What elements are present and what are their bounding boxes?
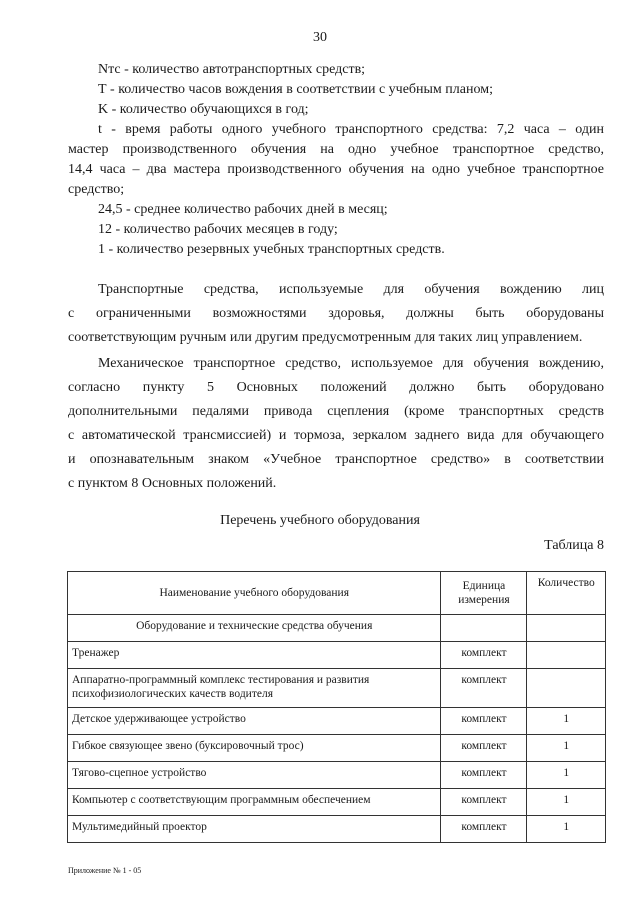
row-unit: комплект bbox=[441, 669, 527, 708]
row-quantity: 1 bbox=[527, 735, 606, 762]
table-row bbox=[68, 762, 606, 789]
row-name: Детское удерживающее устройство bbox=[68, 708, 441, 735]
table-row bbox=[68, 708, 606, 735]
definition-work-days: 24,5 - среднее количество рабочих дней в месяц; bbox=[98, 202, 388, 217]
definition-time-line-4: средство; bbox=[68, 182, 125, 197]
row-name: Тягово-сцепное устройство bbox=[68, 762, 441, 789]
row-unit: комплект bbox=[441, 789, 527, 816]
row-quantity bbox=[527, 669, 606, 708]
paragraph-line: и опознавательным знаком «Учебное транспортное средство» в соответствии bbox=[68, 452, 604, 467]
footer-note: Приложение № 1 - 05 bbox=[68, 866, 142, 875]
header-unit: Единица измерения bbox=[441, 572, 527, 615]
table-header-row bbox=[68, 572, 606, 615]
row-name: Мультимедийный проектор bbox=[68, 816, 441, 843]
definition-reserve: 1 - количество резервных учебных транспортных средств. bbox=[98, 242, 445, 257]
header-name: Наименование учебного оборудования bbox=[68, 572, 441, 615]
row-quantity: 1 bbox=[527, 789, 606, 816]
paragraph-line: с автоматической трансмиссией) и тормоза, зеркалом заднего вида для обучающего bbox=[68, 428, 604, 443]
table-title: Перечень учебного оборудования bbox=[220, 513, 420, 528]
row-quantity: 1 bbox=[527, 708, 606, 735]
definitions-block bbox=[68, 60, 604, 260]
table-row bbox=[68, 642, 606, 669]
row-name: Гибкое связующее звено (буксировочный трос) bbox=[68, 735, 441, 762]
row-name: Тренажер bbox=[68, 642, 441, 669]
paragraph-line: согласно пункту 5 Основных положений должно быть оборудовано bbox=[68, 380, 604, 395]
table-row bbox=[68, 816, 606, 843]
row-quantity bbox=[527, 642, 606, 669]
row-name: Компьютер с соответствующим программным обеспечением bbox=[68, 789, 441, 816]
definition-work-months: 12 - количество рабочих месяцев в году; bbox=[98, 222, 338, 237]
table-section-row bbox=[68, 615, 606, 642]
row-unit: комплект bbox=[441, 708, 527, 735]
row-unit: комплект bbox=[441, 816, 527, 843]
paragraph-line: соответствующим ручным или другим предусмотренным для таких лиц управлением. bbox=[68, 330, 583, 345]
table-row bbox=[68, 669, 606, 708]
definition-k: K - количество обучающихся в год; bbox=[98, 102, 309, 117]
paragraph-vehicle-equipment bbox=[68, 352, 604, 496]
paragraph-line: Транспортные средства, используемые для обучения вождению лиц bbox=[98, 282, 604, 297]
paragraph-disabled-drivers bbox=[68, 278, 604, 350]
row-quantity: 1 bbox=[527, 762, 606, 789]
paragraph-line: с ограниченными возможностями здоровья, должны быть оборудованы bbox=[68, 306, 604, 321]
table-cell bbox=[441, 615, 527, 642]
table-row bbox=[68, 789, 606, 816]
row-unit: комплект bbox=[441, 735, 527, 762]
paragraph-line: дополнительными педалями привода сцепления (кроме транспортных средств bbox=[68, 404, 604, 419]
row-unit: комплект bbox=[441, 762, 527, 789]
table-cell bbox=[527, 615, 606, 642]
table-row bbox=[68, 735, 606, 762]
row-name: Аппаратно-программный комплекс тестирования и развития психофизиологических качеств водителя bbox=[68, 669, 441, 708]
definition-time-line-1: t - время работы одного учебного транспортного средства: 7,2 часа – один bbox=[98, 122, 604, 137]
header-quantity: Количество bbox=[527, 572, 606, 615]
definition-time-line-3: 14,4 часа – два мастера производственного обучения на одно учебное транспортное bbox=[68, 162, 604, 177]
definition-ntc: Nтс - количество автотранспортных средств; bbox=[98, 62, 366, 77]
definition-time-line-2: мастер производственного обучения на одно учебное транспортное средство, bbox=[68, 142, 604, 157]
equipment-table bbox=[67, 571, 606, 843]
section-title: Оборудование и технические средства обучения bbox=[68, 615, 441, 642]
paragraph-line: Механическое транспортное средство, используемое для обучения вождению, bbox=[98, 356, 604, 371]
table-label: Таблица 8 bbox=[544, 538, 604, 553]
page-number: 30 bbox=[313, 30, 327, 45]
row-unit: комплект bbox=[441, 642, 527, 669]
paragraph-line: с пунктом 8 Основных положений. bbox=[68, 476, 277, 491]
definition-t: Т - количество часов вождения в соответствии с учебным планом; bbox=[98, 82, 493, 97]
row-quantity: 1 bbox=[527, 816, 606, 843]
